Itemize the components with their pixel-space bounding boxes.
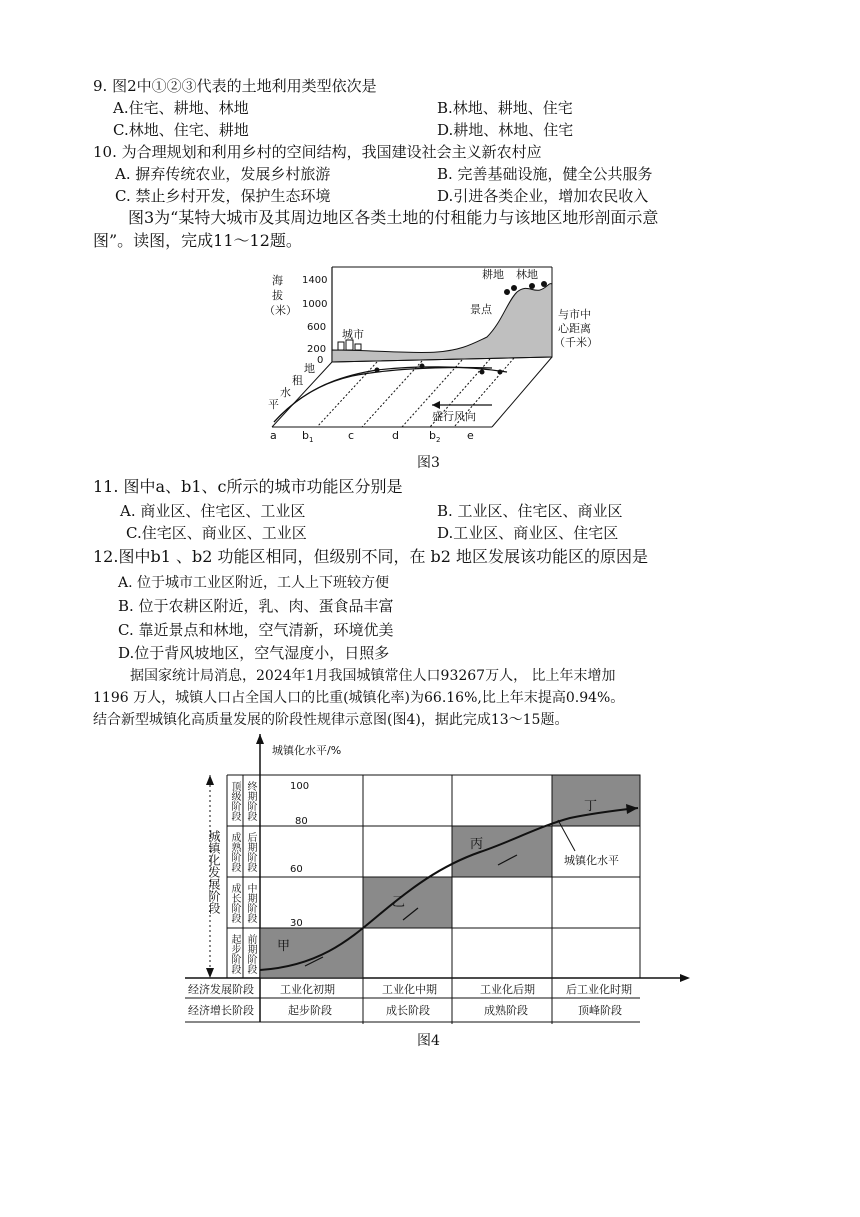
fig3-zone-b2-sub: 2 [436, 436, 441, 444]
fig4-label-jia: 甲 [277, 939, 291, 954]
fig3-ytick-1400: 1400 [302, 275, 328, 286]
fig4-econ-growth-4: 顶峰阶段 [578, 1004, 622, 1017]
q10-option-d: D.引进各类企业，增加农民收入 [437, 187, 649, 205]
fig3-zone-a: a [270, 429, 277, 442]
fig4-label-bing: 丙 [470, 837, 484, 852]
q12-option-c: C. 靠近景点和林地，空气清新，环境优美 [118, 621, 394, 639]
fig3-terrain-profile [332, 284, 552, 362]
q11-option-c: C.住宅区、商业区、工业区 [126, 524, 307, 542]
fig3-tree-2 [511, 285, 517, 291]
q10-option-c: C. 禁止乡村开发，保护生态环境 [115, 187, 331, 205]
fig4-substage-early: 前期阶段 [245, 934, 256, 974]
fig3-ytick-1000: 1000 [302, 299, 328, 310]
fig4-econ-growth-2: 成长阶段 [386, 1004, 430, 1017]
fig4-econ-growth-label: 经济增长阶段 [188, 1004, 254, 1017]
fig3-tree-1 [504, 289, 510, 295]
fig3-ytick-600: 600 [307, 322, 327, 333]
fig3-ylabel-3: （米） [264, 304, 297, 317]
fig3-rent-4: 平 [268, 398, 279, 411]
fig3-ylabel-2: 拔 [272, 289, 283, 302]
q12-option-d: D.位于背风坡地区，空气湿度小，日照多 [118, 644, 390, 662]
fig4-stage-start: 起步阶段 [229, 934, 240, 974]
fig4-label-yi: 乙 [392, 895, 406, 910]
fig3-ytick-0: 0 [317, 355, 324, 366]
fig3-rent-1: 地 [304, 362, 315, 375]
q9-option-d: D.耕地、林地、住宅 [437, 121, 574, 139]
fig4-econ-dev-1: 工业化初期 [280, 983, 335, 996]
fig3-intersect-4 [498, 370, 503, 375]
fig3-intersect-3 [480, 370, 485, 375]
fig3-zone-b1: b [302, 429, 309, 442]
fig3-zone-b2: b [429, 429, 436, 442]
q10-option-b: B. 完善基础设施，健全公共服务 [437, 165, 653, 183]
q9-option-b: B.林地、耕地、住宅 [437, 99, 573, 117]
q12-option-b: B. 位于农耕区附近，乳、肉、蛋食品丰富 [118, 597, 394, 615]
fig3-base-right [492, 357, 552, 427]
fig4-y-arrowhead [256, 734, 264, 744]
fig4-ylabel: 城镇化水平/% [272, 744, 342, 757]
fig3-zone-b1-sub: 1 [309, 436, 314, 444]
fig3-distance-2: 心距离 [558, 322, 591, 335]
fig4-box-jia [260, 928, 363, 978]
fig4-caption: 图4 [417, 1033, 440, 1049]
fig3-scenic-label: 景点 [470, 303, 492, 316]
fig3-legend-farm: 耕地 [482, 268, 504, 281]
fig4-side-bottom-arrow [206, 968, 214, 978]
figure-3-terrain-rent-diagram [262, 262, 598, 444]
q10-stem: 10. 为合理规划和利用乡村的空间结构，我国建设社会主义新农村应 [93, 143, 542, 161]
q9-option-c: C.林地、住宅、耕地 [113, 121, 249, 139]
fig3-zone-c: c [348, 429, 355, 442]
fig4-label-ding: 丁 [584, 799, 598, 814]
fig3-wind-arrowhead [432, 401, 440, 409]
fig4-econ-growth-3: 成熟阶段 [484, 1004, 528, 1017]
q11-stem: 11. 图中a、b1、c所示的城市功能区分别是 [93, 477, 403, 496]
fig3-zone-e: e [467, 429, 474, 442]
fig4-substage-mid: 中期阶段 [245, 883, 256, 923]
q9-stem: 9. 图2中①②③代表的土地利用类型依次是 [93, 77, 377, 95]
fig4-substage-late: 后期阶段 [245, 832, 256, 872]
fig3-rent-2: 租 [292, 374, 303, 387]
fig4-box-bing [452, 826, 552, 877]
fig3-rent-3: 水 [280, 386, 291, 399]
fig4-econ-dev-label: 经济发展阶段 [188, 983, 254, 996]
fig3-ylabel-1: 海 [272, 274, 283, 287]
fig3-building-2 [346, 340, 353, 350]
fig4-side-label: 城镇化发展阶段 [207, 830, 221, 914]
fig3-legend-forest: 林地 [516, 268, 538, 281]
fig4-stage-growth: 成长阶段 [229, 883, 240, 923]
q11-option-a: A. 商业区、住宅区、工业区 [120, 502, 306, 520]
fig3-intersect-2 [420, 364, 425, 369]
fig4-substage-final: 终期阶段 [245, 781, 256, 821]
fig3-zone-d: d [392, 429, 399, 442]
fig4-econ-dev-3: 工业化后期 [480, 983, 535, 996]
fig3-ytick-200: 200 [307, 344, 327, 355]
intro3-line1: 图3为“某特大城市及其周边地区各类土地的付租能力与该地区地形剖面示意 [128, 208, 659, 227]
fig4-tick-60: 60 [290, 864, 303, 875]
fig4-tick-100: 100 [290, 781, 310, 792]
fig3-wind-label: 盛行风向 [432, 410, 476, 423]
fig4-curve-label: 城镇化水平 [564, 854, 619, 867]
fig3-city-label: 城市 [342, 328, 364, 341]
fig4-box-yi [363, 877, 452, 928]
intro3-line2: 图”。读图，完成11～12题。 [93, 231, 302, 250]
fig4-x-arrowhead [680, 974, 690, 982]
fig3-tree-4 [541, 281, 547, 287]
fig4-side-top-arrow [206, 775, 214, 785]
fig4-stage-mature: 成熟阶段 [229, 832, 240, 872]
fig4-econ-dev-2: 工业化中期 [382, 983, 437, 996]
fig4-tick-30: 30 [290, 918, 303, 929]
q9-option-a: A.住宅、耕地、林地 [113, 99, 249, 117]
fig4-stage-top: 顶级阶段 [229, 781, 240, 821]
fig4-tick-80: 80 [295, 816, 308, 827]
fig3-intersect-1 [375, 368, 380, 373]
fig3-building-1 [338, 342, 344, 350]
q10-option-a: A. 摒弃传统农业，发展乡村旅游 [115, 165, 331, 183]
q12-stem: 12.图中b1 、b2 功能区相同，但级别不同，在 b2 地区发展该功能区的原因是 [93, 547, 649, 566]
fig3-tree-3 [529, 283, 535, 289]
q12-option-a: A. 位于城市工业区附近，工人上下班较方便 [118, 575, 390, 591]
fig4-econ-dev-4: 后工业化时期 [566, 983, 632, 996]
intro4-line1: 据国家统计局消息，2024年1月我国城镇常住人口93267万人， 比上年末增加 [130, 668, 616, 684]
fig3-distance-1: 与市中 [558, 308, 591, 321]
intro4-line2: 1196 万人，城镇人口占全国人口的比重(城镇化率)为66.16%,比上年末提高0.94%。 [93, 690, 625, 706]
fig3-caption: 图3 [417, 455, 440, 471]
fig4-econ-growth-1: 起步阶段 [288, 1004, 332, 1017]
fig3-building-3 [355, 344, 361, 350]
q11-option-b: B. 工业区、住宅区、商业区 [437, 502, 623, 520]
fig3-distance-3: （千米） [554, 336, 598, 349]
intro4-line3: 结合新型城镇化高质量发展的阶段性规律示意图(图4)，据此完成13～15题。 [93, 712, 569, 728]
q11-option-d: D.工业区、商业区、住宅区 [437, 524, 619, 542]
